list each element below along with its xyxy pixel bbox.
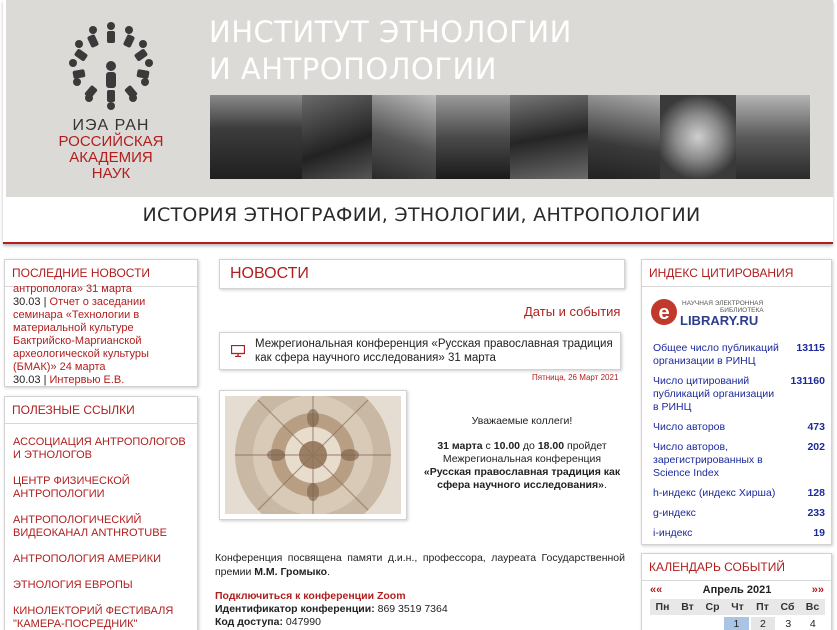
presentation-screen-icon <box>231 345 245 357</box>
institute-logo-icon[interactable] <box>51 18 171 118</box>
citation-index-title: ИНДЕКС ЦИТИРОВАНИЯ <box>642 260 831 287</box>
news-link[interactable]: Интервью Е.В. <box>49 374 125 386</box>
weekday-label: Вс <box>805 601 820 613</box>
citation-value[interactable]: 233 <box>807 507 825 519</box>
citation-row <box>653 487 825 500</box>
header-photo-strip <box>210 95 810 179</box>
news-date: 30.03 <box>13 296 41 308</box>
header-band <box>6 0 833 197</box>
header-photo <box>302 95 372 179</box>
invitation-from: с <box>482 440 494 452</box>
main-title-bar <box>219 259 625 289</box>
header-photo <box>588 95 660 179</box>
weekday-label: Сб <box>780 601 795 613</box>
page-title: НОВОСТИ <box>230 265 309 282</box>
latest-news-list <box>5 283 197 387</box>
citation-label[interactable]: Число авторов <box>653 421 726 433</box>
calendar-day[interactable]: 2 <box>751 617 775 630</box>
citation-row <box>653 421 825 434</box>
citation-value[interactable]: 131160 <box>790 375 825 387</box>
svg-text:e: e <box>658 302 670 324</box>
site-title-line: ИНСТИТУТ ЭТНОЛОГИИ <box>209 15 572 49</box>
logo-org-name <box>46 134 176 182</box>
news-link[interactable]: антрополога» 31 марта <box>13 283 132 295</box>
useful-links-panel <box>4 396 198 630</box>
site-subtitle: ИСТОРИЯ ЭТНОГРАФИИ, ЭТНОЛОГИИ, АНТРОПОЛОГИИ <box>142 204 701 226</box>
calendar-prev-button[interactable]: «« <box>650 584 663 596</box>
header-photo <box>436 95 510 179</box>
weekday-label: Пн <box>655 601 670 613</box>
calendar-week <box>650 617 825 630</box>
zoom-code-line <box>215 616 625 629</box>
weekday-label: Чт <box>731 601 744 613</box>
useful-link-anthropologists-association[interactable]: АССОЦИАЦИЯ АНТРОПОЛОГОВ И ЭТНОЛОГОВ <box>13 436 186 461</box>
citation-value[interactable]: 13115 <box>796 342 825 354</box>
conference-description-end: . <box>327 566 330 578</box>
citation-index-panel <box>641 259 832 545</box>
useful-link-physical-anthropology[interactable]: ЦЕНТР ФИЗИЧЕСКОЙ АНТРОПОЛОГИИ <box>13 475 130 500</box>
invitation-after: пройдет <box>564 440 607 452</box>
invitation-conf-name: «Русская православная традиция как сфера научного исследования» <box>423 466 621 491</box>
invitation-start: 10.00 <box>493 440 521 452</box>
header-photo <box>736 95 810 179</box>
invitation-greeting: Уважаемые коллеги! <box>471 415 573 427</box>
invitation-to: до <box>520 440 538 452</box>
conference-description-text: Конференция посвящена памяти д.и.н., профессора, лауреата Государственной премии <box>215 552 625 578</box>
header-photo <box>210 95 302 179</box>
citation-row <box>653 342 825 368</box>
weekday-label: Пт <box>756 601 769 613</box>
news-separator: | <box>40 374 50 386</box>
header-photo <box>372 95 436 179</box>
useful-link-film-lectures[interactable]: КИНОЛЕКТОРИЙ ФЕСТИВАЛЯ "КАМЕРА-ПОСРЕДНИК" <box>13 605 174 630</box>
citation-value[interactable]: 473 <box>807 421 825 433</box>
citation-value[interactable]: 128 <box>807 487 825 499</box>
site-header <box>3 0 833 244</box>
zoom-heading-link[interactable]: Подключиться к конференции Zoom <box>215 590 406 602</box>
calendar-day-today[interactable]: 1 <box>724 617 748 630</box>
calendar-weekdays <box>650 599 825 615</box>
church-dome-drawing <box>225 396 401 514</box>
logo-org-line: АКАДЕМИЯ <box>69 149 153 166</box>
invitation-time <box>422 440 622 453</box>
events-calendar-panel <box>641 553 832 630</box>
calendar-day-empty <box>699 617 723 630</box>
news-separator: | <box>40 296 50 308</box>
invitation-date: 31 марта <box>437 440 483 452</box>
useful-links-title: ПОЛЕЗНЫЕ ССЫЛКИ <box>5 397 197 424</box>
calendar-day[interactable]: 3 <box>785 618 792 630</box>
weekday-label: Вт <box>681 601 694 613</box>
citation-label[interactable]: i-индекс <box>653 527 693 539</box>
zoom-code-label: Код доступа: <box>215 616 283 628</box>
header-photo <box>510 95 588 179</box>
citation-value[interactable]: 19 <box>813 527 825 539</box>
weekday-label: Ср <box>705 601 720 613</box>
citation-label[interactable]: Число авторов, зарегистрированных в Science Index <box>653 441 763 479</box>
news-link[interactable]: Отчет о заседании семинара «Технологии в материальной культуре Бактрийско-Маргианской археологической культуры (БМАК)» 24 марта <box>13 296 149 373</box>
church-dome-image <box>225 396 401 514</box>
useful-links-list <box>5 424 197 630</box>
elib-name-text: LIBRARY.RU <box>680 313 759 328</box>
citation-row <box>653 507 825 520</box>
citation-label[interactable]: Общее число публикаций организации в РИНЦ <box>653 342 779 367</box>
citation-stats <box>653 342 825 547</box>
zoom-details <box>215 590 625 629</box>
citation-row <box>653 527 825 540</box>
citation-value[interactable]: 202 <box>807 441 825 453</box>
events-category-link[interactable]: Даты и события <box>524 304 621 319</box>
site-title <box>209 14 572 88</box>
header-photo <box>660 95 736 179</box>
site-title-line: И АНТРОПОЛОГИИ <box>209 52 497 86</box>
citation-label[interactable]: g-индекс <box>653 507 696 519</box>
logo-org-line: РОССИЙСКАЯ <box>58 133 164 150</box>
logo-abbreviation: ИЭА РАН <box>72 117 150 134</box>
latest-news-title: ПОСЛЕДНИЕ НОВОСТИ <box>5 260 197 287</box>
invitation-end: 18.00 <box>537 440 565 452</box>
invitation-conf-name-line <box>422 466 622 492</box>
zoom-code-value: 047990 <box>282 616 321 628</box>
citation-label[interactable]: Число цитирований публикаций организации в РИНЦ <box>653 375 775 413</box>
invitation-period: . <box>603 479 607 491</box>
latest-news-panel <box>4 259 198 387</box>
logo-org-line: НАУК <box>91 165 131 182</box>
calendar-day-empty <box>674 617 698 630</box>
event-headline[interactable] <box>219 332 621 370</box>
list-item <box>13 296 189 374</box>
citation-row <box>653 375 825 414</box>
event-date: Пятница, 26 Март 2021 <box>532 373 619 382</box>
elibrary-logo-icon[interactable] <box>650 296 780 328</box>
calendar-header <box>650 584 824 596</box>
calendar-title: КАЛЕНДАРЬ СОБЫТИЙ <box>642 554 831 581</box>
spacer <box>422 428 622 440</box>
list-item <box>13 374 189 387</box>
conference-description <box>215 551 625 579</box>
useful-link-americas[interactable]: АНТРОПОЛОГИЯ АМЕРИКИ <box>13 553 162 565</box>
list-item <box>13 283 189 296</box>
conference-dedicatee: М.М. Громыко <box>254 566 327 578</box>
citation-row <box>653 441 825 480</box>
elib-mid-text: БИБЛИОТЕКА <box>720 307 764 314</box>
calendar-day-empty <box>650 617 674 630</box>
zoom-id-line <box>215 603 625 616</box>
calendar-day[interactable]: 4 <box>809 618 816 630</box>
useful-link-europe-ethnology[interactable]: ЭТНОЛОГИЯ ЕВРОПЫ <box>13 579 133 591</box>
invitation-text <box>422 415 622 492</box>
event-headline-text[interactable]: Межрегиональная конференция «Русская православная традиция как сфера научного исследования» 31 марта <box>255 338 613 364</box>
citation-label[interactable]: h-индекс (индекс Хирша) <box>653 487 776 499</box>
elib-top-text: НАУЧНАЯ ЭЛЕКТРОННАЯ <box>682 300 764 307</box>
calendar-next-button[interactable]: »» <box>811 584 824 596</box>
logo-text <box>46 118 176 182</box>
invitation-conf-type: Межрегиональная конференция <box>442 453 602 465</box>
useful-link-anthrotube[interactable]: АНТРОПОЛОГИЧЕСКИЙ ВИДЕОКАНАЛ ANTHROTUBE <box>13 514 167 539</box>
zoom-id-label: Идентификатор конференции: <box>215 603 375 615</box>
article-photo <box>219 390 407 520</box>
news-date: 30.03 <box>13 374 41 386</box>
zoom-id-value: 869 3519 7364 <box>374 603 448 615</box>
calendar-month: Апрель 2021 <box>702 584 772 596</box>
